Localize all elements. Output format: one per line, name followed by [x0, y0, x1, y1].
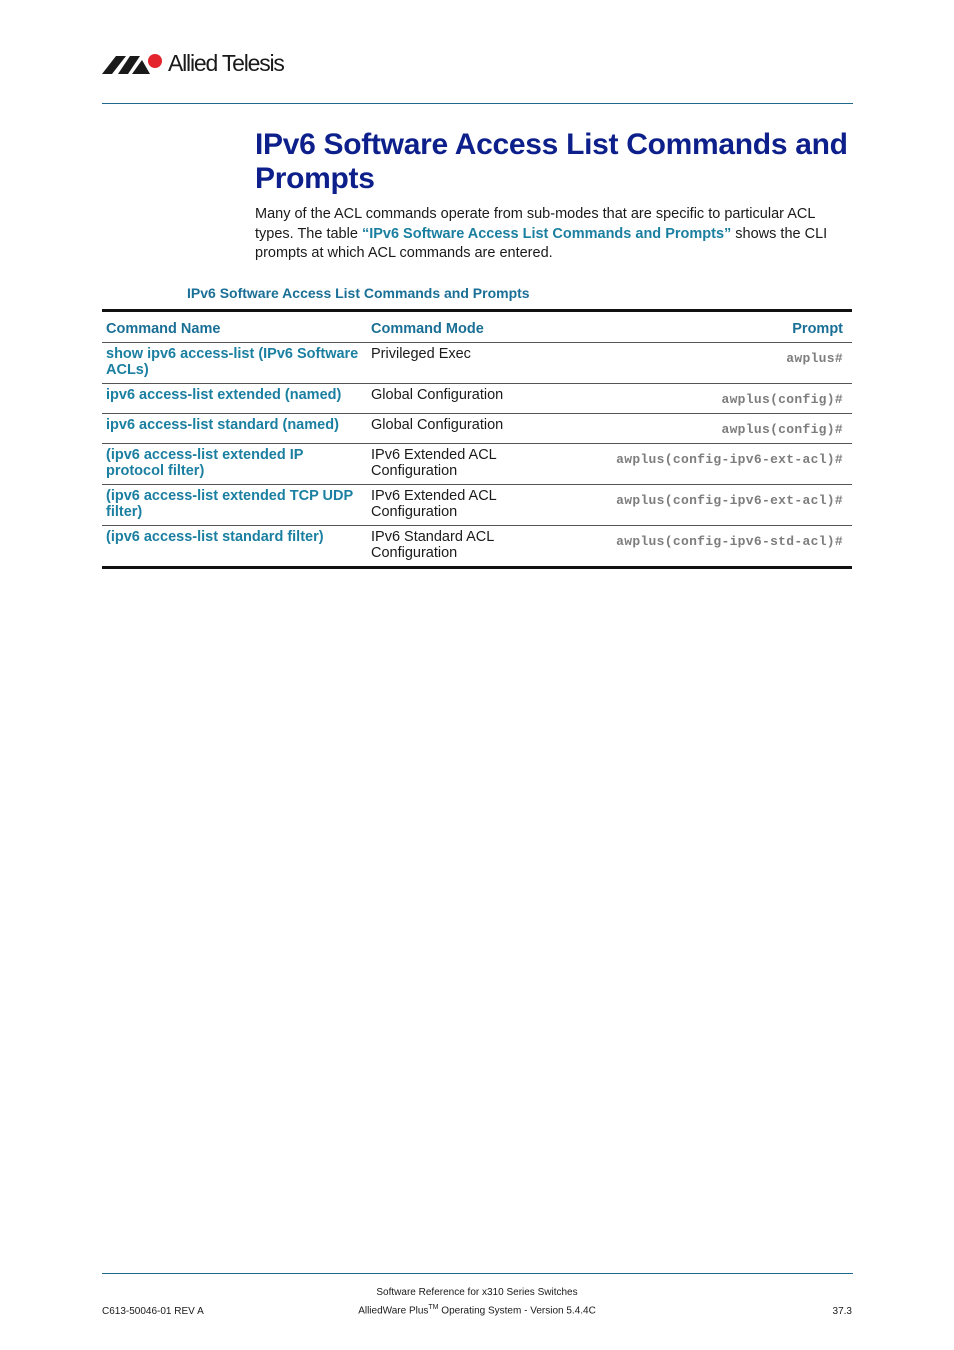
cli-prompt: awplus(config-ipv6-std-acl)# — [616, 534, 843, 549]
command-link[interactable]: (ipv6 access-list extended TCP UDP filter) — [102, 485, 367, 526]
table-row — [102, 414, 852, 444]
cli-prompt: awplus(config-ipv6-ext-acl)# — [575, 444, 852, 485]
command-link[interactable]: ipv6 access-list extended (named) — [102, 384, 367, 414]
command-link[interactable]: (ipv6 access-list extended IP protocol filter) — [102, 444, 367, 485]
command-mode: IPv6 Extended ACL Configuration — [367, 444, 575, 485]
header-command-mode: Command Mode — [367, 311, 575, 343]
cli-prompt: awplus(config)# — [575, 384, 852, 414]
intro-text-end: shows the CLI prompts at which ACL commands are entered. — [255, 225, 828, 261]
command-mode: Global Configuration — [367, 384, 575, 414]
trademark-mark: TM — [428, 1304, 439, 1311]
table-reference-link[interactable]: “IPv6 Software Access List Commands and Prompts” — [361, 225, 732, 242]
logo-text: Allied Telesis — [168, 49, 284, 76]
intro-paragraph — [255, 205, 845, 264]
intro-text-start: Many of the ACL commands operate from sub-modes that are specific to particular ACL types. The table — [255, 206, 815, 242]
table-header-row — [102, 311, 852, 343]
company-logo — [102, 50, 284, 76]
footer-doc-id: C613-50046-01 REV A — [102, 1306, 204, 1317]
table-row — [102, 343, 852, 384]
footer-product-name: AlliedWare Plus — [358, 1305, 429, 1317]
command-link[interactable]: (ipv6 access-list standard filter) — [106, 529, 324, 545]
command-mode: Global Configuration — [367, 414, 575, 444]
table-row — [102, 384, 852, 414]
footer-page-number: 37.3 — [832, 1306, 852, 1317]
table-caption: IPv6 Software Access List Commands and Prompts — [187, 285, 530, 301]
footer-os-version — [300, 1304, 654, 1316]
cli-prompt: awplus(config-ipv6-ext-acl)# — [575, 485, 852, 526]
header-divider — [102, 103, 853, 104]
acl-commands-table — [102, 309, 852, 569]
command-link[interactable]: show ipv6 access-list (IPv6 Software ACLs) — [102, 343, 367, 384]
footer-version-text: Operating System - Version 5.4.4C — [438, 1305, 596, 1317]
page-title: IPv6 Software Access List Commands and Prompts — [255, 128, 848, 195]
command-mode: IPv6 Standard ACL Configuration — [371, 529, 494, 561]
footer-divider — [102, 1273, 853, 1274]
table-row — [102, 485, 852, 526]
table-row — [102, 444, 852, 485]
table-row — [102, 526, 852, 568]
cli-prompt: awplus(config)# — [575, 414, 852, 444]
header-prompt: Prompt — [575, 311, 852, 343]
header-command-name: Command Name — [102, 311, 367, 343]
cli-prompt: awplus# — [575, 343, 852, 384]
command-mode: Privileged Exec — [367, 343, 575, 384]
allied-telesis-logo-icon — [102, 50, 164, 76]
command-link[interactable]: ipv6 access-list standard (named) — [102, 414, 367, 444]
footer-reference-title: Software Reference for x310 Series Switches — [376, 1287, 578, 1298]
command-mode: IPv6 Extended ACL Configuration — [367, 485, 575, 526]
